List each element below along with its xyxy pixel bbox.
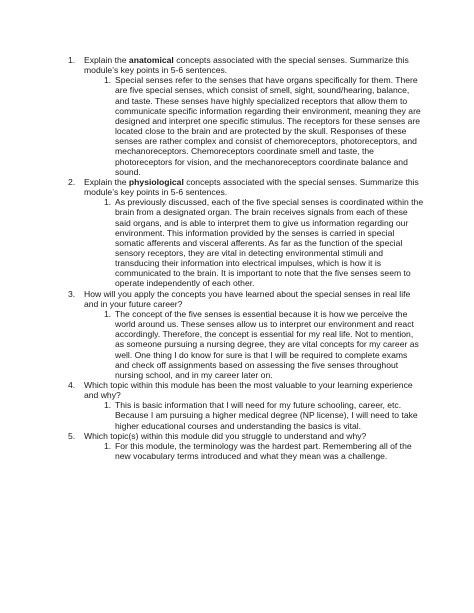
answer-item	[104, 400, 424, 430]
question-emphasis: physiological	[128, 176, 184, 187]
question-text	[84, 55, 424, 75]
question-number: 3.	[68, 288, 76, 299]
question-prefix: Explain the	[84, 176, 129, 187]
question-text	[84, 177, 424, 197]
answer-item	[104, 75, 424, 177]
answer-text: Special senses refer to the senses that have organs specifically for them. There are five special senses, which consist of smell, sight, sound/hearing, balance, and taste. These senses have highly specialized receptors that allow them to communicate specific information regarding their environment, meaning they are designed and interpret one specific stimulus. The receptors for these senses are located close to the brain and are protected by the skull. Responses of these senses are rather complex and consist of chemoreceptors, photoreceptors, and mechanoreceptors. Chemoreceptors coordinate smell and taste, the photoreceptors for vision, and the mechanoreceptors coordinate balance and sound.	[115, 75, 421, 177]
question-prefix: Explain the	[84, 55, 129, 65]
question-item	[68, 177, 424, 289]
question-text	[84, 289, 424, 309]
answer-item	[104, 309, 424, 380]
question-item	[68, 289, 424, 380]
answer-number: 1.	[104, 75, 112, 86]
question-prefix: Which topic within this module has been the most valuable to your learning experience and why?	[84, 380, 413, 401]
question-text	[84, 380, 424, 400]
answer-number: 1.	[104, 400, 112, 411]
answer-text: As previously discussed, each of the five special senses is coordinated within the brain from a designated organ. The brain receives signals from each of these said organs, and is able to interpret them to give us information regarding our environment. This information provided by the senses is carried in special somatic afferents and visceral afferents. As far as the function of the special sensory receptors, they are vital in detecting environmental stimuli and transducing their information into electrical impulses, which is how it is communicated to the brain. It is important to note that the five senses seem to operate independently of each other.	[115, 197, 424, 289]
question-number: 1.	[68, 55, 76, 65]
answer-list	[84, 400, 424, 430]
answer-number: 1.	[104, 440, 112, 451]
question-list	[68, 55, 424, 461]
question-item	[68, 431, 424, 461]
document-body	[68, 55, 424, 461]
answer-list	[84, 197, 424, 288]
question-item	[68, 380, 424, 431]
answer-list	[84, 441, 424, 461]
answer-text: This is basic information that I will need for my future schooling, career, etc. Because I am pursuing a higher medical degree (NP license), I will need to take higher educational courses and understanding the basics is vital.	[115, 400, 418, 431]
question-text	[84, 431, 424, 441]
answer-number: 1.	[104, 308, 112, 319]
answer-number: 1.	[104, 197, 112, 208]
answer-text: For this module, the terminology was the hardest part. Remembering all of the new vocabulary terms introduced and what they mean was a challenge.	[115, 440, 412, 462]
question-suffix: concepts associated with the special senses. Summarize this module’s key points in 5-6 sentences.	[84, 55, 409, 76]
question-number: 5.	[68, 430, 76, 441]
question-prefix: Which topic(s) within this module did you struggle to understand and why?	[84, 430, 367, 441]
question-emphasis: anatomical	[128, 55, 174, 65]
answer-item	[104, 197, 424, 288]
question-number: 2.	[68, 176, 76, 187]
answer-text: The concept of the five senses is essential because it is how we perceive the world around us. These senses allow us to interpret our environment and react accordingly. Therefore, the concept is essential for my real life. Not to mention, as someone pursuing a nursing degree, they are vital concepts for my career as well. One thing I do know for sure is that I will be required to complete exams and check off assignments based on assessing the five senses throughout nursing school, and in my career later on.	[115, 308, 419, 380]
question-item	[68, 55, 424, 177]
answer-item	[104, 441, 424, 461]
question-prefix: How will you apply the concepts you have learned about the special senses in real life and in your future career?	[84, 288, 411, 309]
question-number: 4.	[68, 380, 76, 390]
answer-list	[84, 309, 424, 380]
answer-list	[84, 75, 424, 177]
question-suffix: concepts associated with the special senses. Summarize this module’s key points in 5-6 sentences.	[84, 176, 419, 198]
